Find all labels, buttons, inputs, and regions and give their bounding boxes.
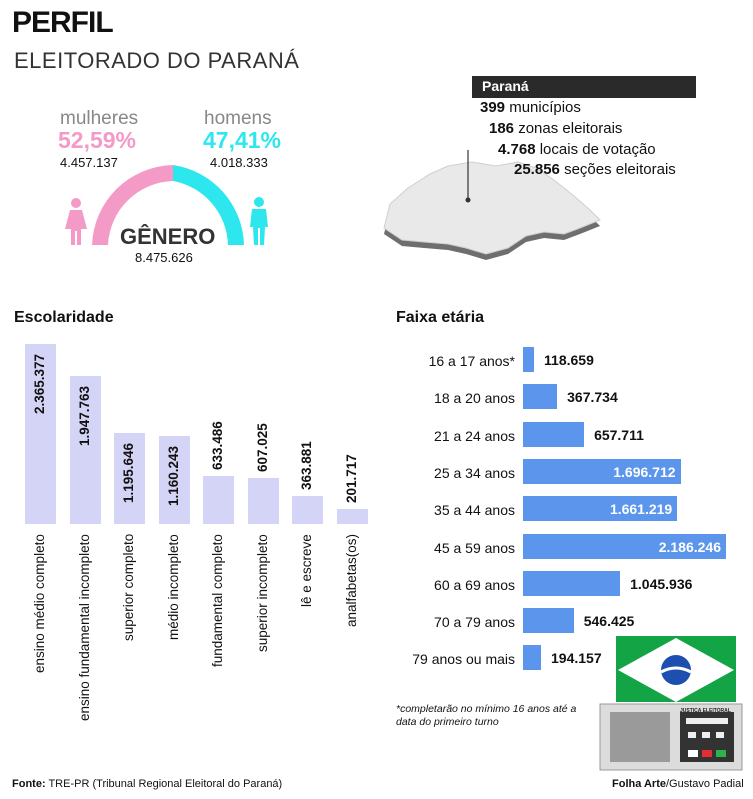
age-value-label: 1.661.219: [609, 501, 673, 518]
age-category-label: 35 a 44 anos: [434, 502, 515, 519]
age-category-label: 21 a 24 anos: [434, 427, 515, 444]
parana-line-secoes: 25.856 seções eleitorais: [514, 161, 676, 178]
education-value-label: 201.717: [343, 453, 359, 503]
parana-line-municipios: 399 municípios: [480, 99, 581, 116]
age-category-label: 25 a 34 anos: [434, 464, 515, 481]
age-bar: [523, 608, 574, 633]
age-bar: [523, 384, 557, 409]
age-bar: [523, 645, 541, 670]
education-value-label: 363.881: [299, 441, 314, 491]
footnote: *completarão no mínimo 16 anos até a data do primeiro turno: [396, 703, 577, 728]
education-category-label: lê e escreve: [299, 534, 314, 607]
age-category-label: 70 a 79 anos: [434, 614, 515, 631]
age-value-label: 1.696.712: [613, 463, 676, 480]
page-title: PERFIL: [12, 6, 113, 39]
education-category-label: médio incompleto: [165, 534, 181, 640]
age-category-label: 79 anos ou mais: [412, 651, 515, 668]
page-subtitle: ELEITORADO DO PARANÁ: [14, 48, 300, 73]
men-label: homens: [204, 108, 272, 129]
education-value-label: 633.486: [210, 420, 225, 470]
age-bar: [523, 347, 534, 372]
education-chart-title: Escolaridade: [14, 309, 114, 326]
age-category-label: 60 a 69 anos: [434, 576, 515, 593]
education-category-label: ensino médio completo: [32, 534, 47, 673]
education-category-label: superior incompleto: [254, 534, 270, 652]
parana-flag-icon: [616, 636, 736, 702]
parana-line-locais: 4.768 locais de votação: [498, 141, 656, 158]
age-category-label: 16 a 17 anos*: [428, 353, 515, 369]
age-value-label: 657.711: [594, 426, 644, 443]
education-value-label: 1.160.243: [165, 445, 181, 506]
age-value-label: 194.157: [551, 650, 602, 667]
age-value-label: 546.425: [583, 613, 635, 630]
age-chart-title: Faixa etária: [396, 309, 485, 326]
education-value-label: 607.025: [254, 422, 270, 472]
parana-line-zonas: 186 zonas eleitorais: [489, 120, 623, 137]
men-count: 4.018.333: [210, 155, 268, 170]
age-value-label: 118.659: [544, 352, 594, 368]
women-count: 4.457.137: [60, 155, 118, 170]
age-bar: [523, 422, 584, 447]
education-value-label: 1.195.646: [121, 442, 136, 503]
education-value-label: 1.947.763: [76, 385, 92, 446]
age-category-label: 45 a 59 anos: [434, 539, 515, 556]
urna-flag-illustration: [596, 634, 746, 774]
men-percent: 47,41%: [203, 127, 282, 153]
age-category-label: 18 a 20 anos: [434, 390, 515, 407]
women-label: mulheres: [60, 108, 139, 129]
education-category-label: analfabetas(os): [343, 534, 359, 628]
parana-title: Paraná: [482, 78, 529, 94]
age-value-label: 1.045.936: [630, 575, 693, 592]
education-category-label: superior completo: [121, 534, 136, 642]
age-bar: [523, 571, 620, 596]
education-category-label: fundamental completo: [210, 534, 225, 667]
gender-total: 8.475.626: [135, 250, 193, 265]
education-category-label: ensino fundamental incompleto: [76, 534, 92, 721]
gender-center-label: GÊNERO: [120, 224, 216, 249]
education-value-label: 2.365.377: [32, 353, 47, 414]
women-percent: 52,59%: [58, 127, 137, 153]
source-line: Fonte: TRE-PR (Tribunal Regional Eleitoral do Paraná): [12, 778, 283, 790]
urna-label: JUSTIÇA ELEITORAL: [680, 708, 731, 714]
age-value-label: 367.734: [567, 389, 618, 406]
credit-line: Folha Arte/Gustavo Padial: [612, 778, 744, 790]
age-value-label: 2.186.246: [658, 538, 721, 555]
